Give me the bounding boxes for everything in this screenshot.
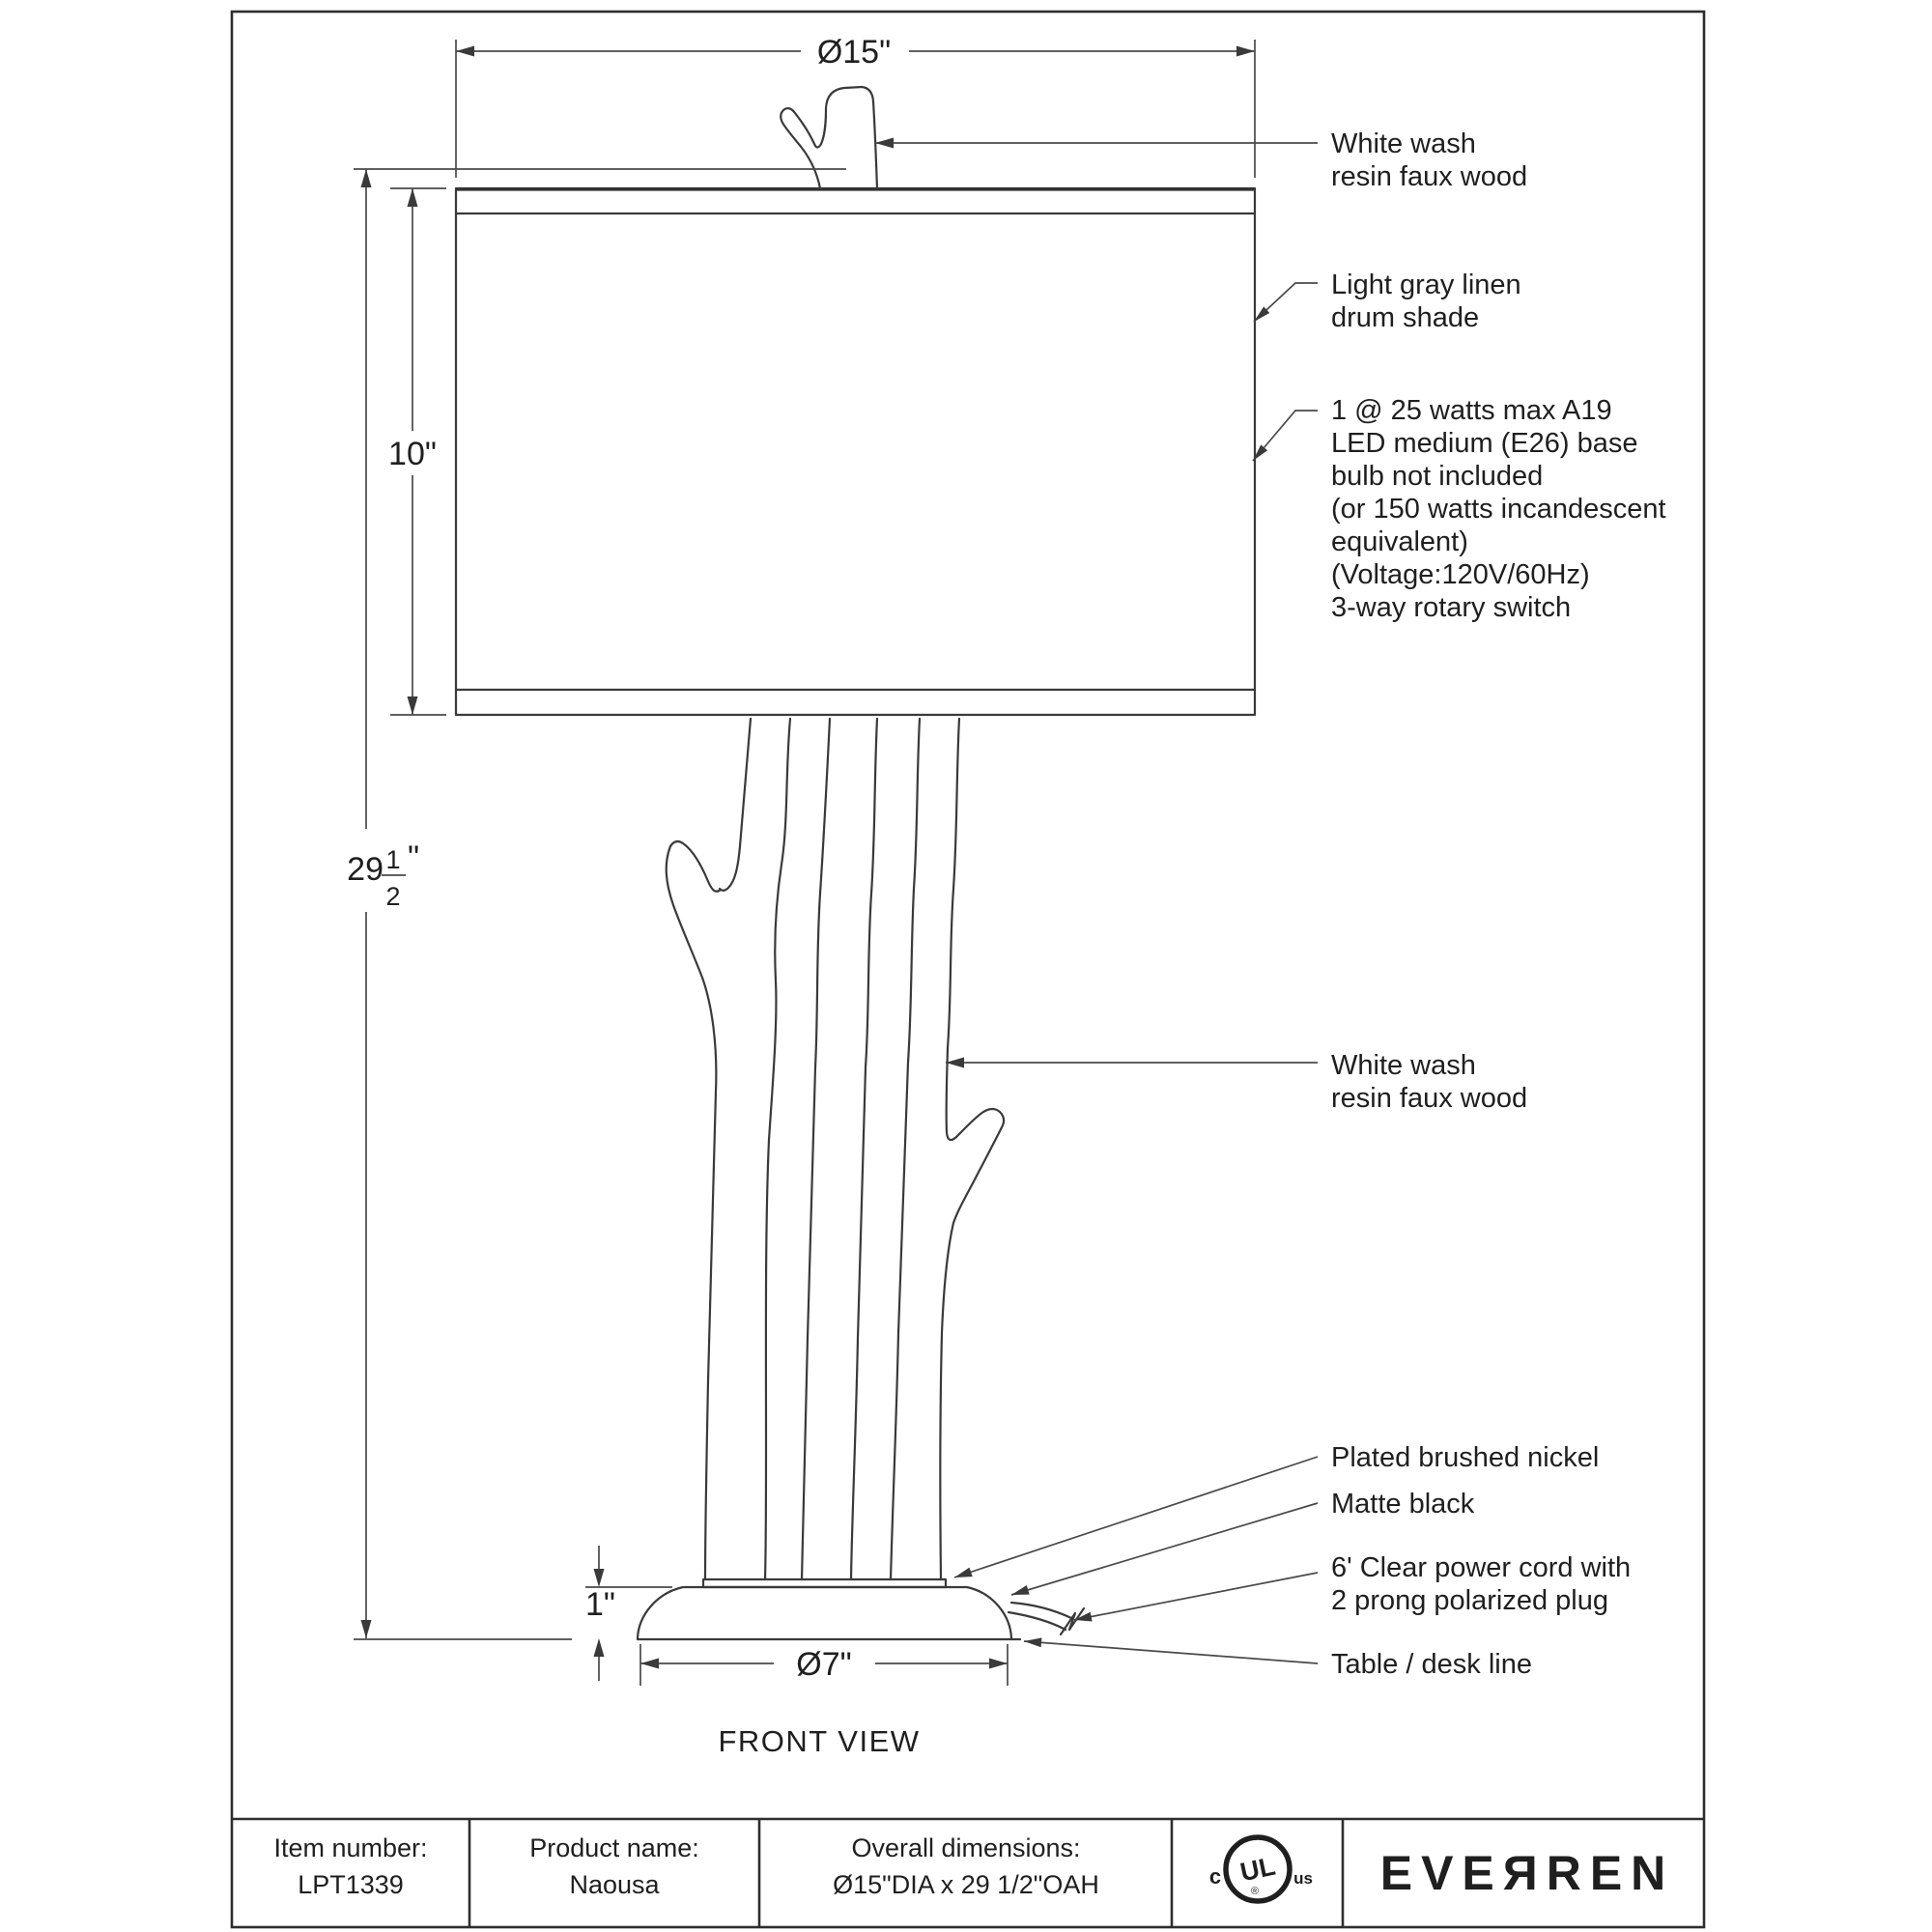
callout-finial	[1331, 128, 1527, 192]
ul-c-mark: c	[1208, 1864, 1222, 1889]
callout-bulb-line: (or 150 watts incandescent	[1331, 494, 1666, 525]
dim-shade-height	[388, 188, 446, 715]
callout-leaders	[875, 138, 1318, 1664]
overall-dimensions-label: Overall dimensions:	[851, 1833, 1081, 1862]
callout-shade-line: drum shade	[1331, 302, 1480, 333]
dim-label-base-height: 1"	[585, 1586, 615, 1623]
callout-bulb-line: equivalent)	[1331, 526, 1468, 557]
callout-shade-line: Light gray linen	[1331, 270, 1521, 300]
item-number-value: LPT1339	[298, 1870, 404, 1899]
callout-trunk-line: White wash	[1331, 1050, 1476, 1081]
callout-bulb-line: (Voltage:120V/60Hz)	[1331, 559, 1590, 590]
finial-branch	[781, 87, 877, 188]
front-view-label: FRONT VIEW	[718, 1724, 921, 1758]
callout-shade	[1331, 270, 1521, 333]
dim-base-height	[585, 1546, 672, 1681]
drum-shade	[456, 188, 1255, 715]
ul-letters: UL	[1237, 1851, 1278, 1888]
trunk-branches	[667, 719, 1004, 1579]
dim-label-overall-height-denominator: 2	[385, 882, 401, 911]
callout-bulb-line: 1 @ 25 watts max A19	[1331, 395, 1612, 426]
dim-overall-height	[347, 169, 846, 1638]
callout-table-line: Table / desk line	[1331, 1649, 1532, 1680]
ul-certification-mark	[1209, 1837, 1313, 1901]
lamp-front-view	[354, 87, 1255, 1639]
dim-label-overall-height-unit: "	[408, 839, 420, 876]
dim-shade-diameter	[456, 34, 1255, 178]
dim-label-overall-height-numerator: 1	[385, 845, 401, 874]
title-block-product-name	[529, 1833, 699, 1899]
callout-base: Matte black	[1331, 1489, 1475, 1520]
item-number-label: Item number:	[273, 1833, 428, 1862]
dim-base-diameter	[640, 1644, 1008, 1686]
dim-label-base-diameter: Ø7"	[796, 1646, 852, 1683]
dim-label-shade-height: 10"	[388, 436, 437, 472]
callout-bulb-line: LED medium (E26) base	[1331, 428, 1638, 459]
dim-label-shade-diameter: Ø15"	[816, 34, 892, 71]
callout-cord-line: 2 prong polarized plug	[1331, 1585, 1608, 1616]
callout-cord	[1331, 1552, 1631, 1616]
power-cord	[1009, 1603, 1084, 1634]
title-block	[232, 1819, 1704, 1927]
callout-bulb	[1331, 395, 1666, 623]
product-name-value: Naousa	[569, 1870, 660, 1899]
callout-trunk	[1331, 1050, 1527, 1114]
dim-label-overall-height-whole: 29	[347, 851, 384, 888]
title-block-item-number	[273, 1833, 427, 1899]
ul-registered-symbol: ®	[1250, 1886, 1260, 1897]
callout-bulb-line: 3-way rotary switch	[1331, 592, 1572, 623]
nickel-plate	[703, 1579, 946, 1587]
callout-trunk-line: resin faux wood	[1331, 1083, 1528, 1114]
callout-bulb-line: bulb not included	[1331, 461, 1544, 492]
callout-plate: Plated brushed nickel	[1331, 1442, 1600, 1473]
ul-us-mark: us	[1293, 1869, 1313, 1888]
callout-cord-line: 6' Clear power cord with	[1331, 1552, 1632, 1583]
brand-logo: EVEЯREN	[1379, 1846, 1675, 1900]
callout-finial-line: White wash	[1331, 128, 1476, 159]
title-block-overall-dimensions	[833, 1833, 1099, 1899]
overall-dimensions-value: Ø15"DIA x 29 1/2"OAH	[833, 1870, 1099, 1899]
base-dome	[638, 1587, 1011, 1638]
callout-finial-line: resin faux wood	[1331, 161, 1528, 192]
product-name-label: Product name:	[529, 1833, 699, 1862]
